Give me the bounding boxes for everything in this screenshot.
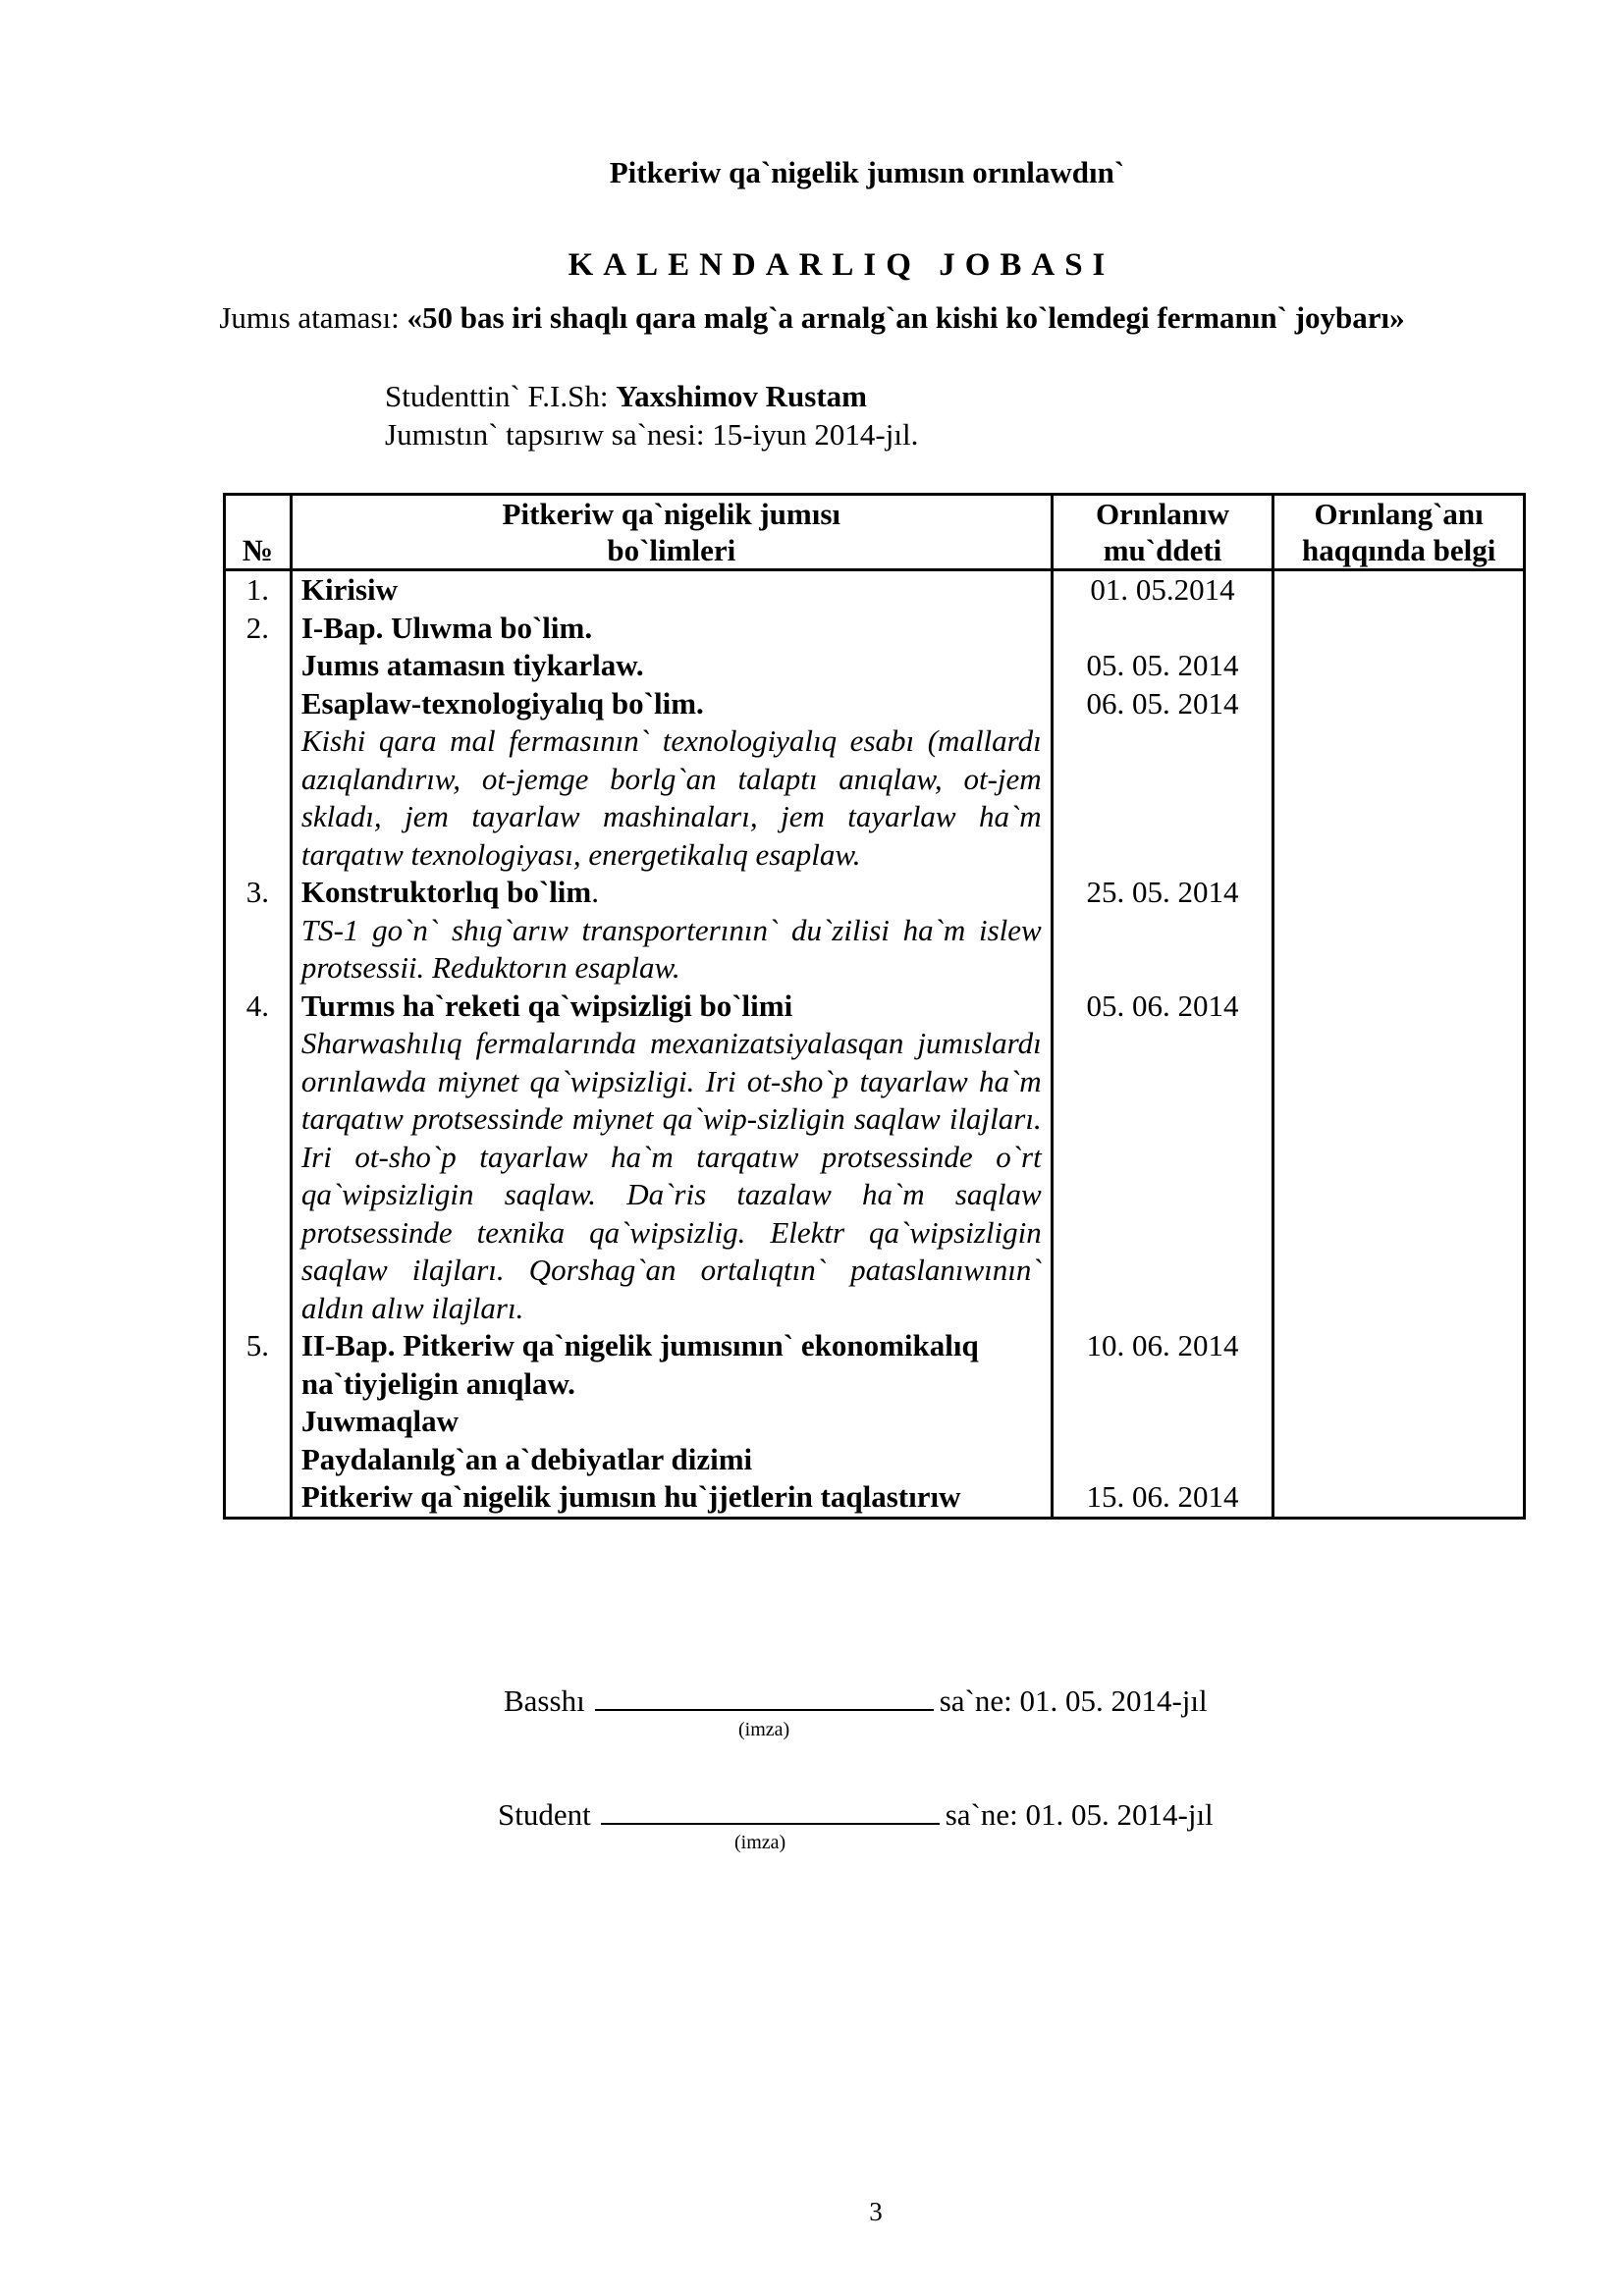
table-row xyxy=(225,570,1525,610)
row-deadline xyxy=(1052,1025,1273,1327)
row-deadline: 06. 05. 2014 xyxy=(1052,685,1273,723)
student-signature-label: Student xyxy=(498,1797,591,1832)
row-section-text: Jumıs atamasın tiykarlaw. xyxy=(300,648,644,682)
row-section xyxy=(291,912,1052,988)
row-deadline: 25. 05. 2014 xyxy=(1052,874,1273,912)
head-signature-blank[interactable] xyxy=(595,1683,934,1711)
student-signature-line xyxy=(498,1797,1214,1833)
row-section-text: Konstruktorlıq bo`lim xyxy=(300,875,592,909)
row-deadline xyxy=(1052,1403,1273,1441)
row-section-text: I-Bap. Ulıwma bo`lim. xyxy=(300,610,593,645)
table-row xyxy=(225,988,1525,1026)
document-title: KALENDARLIQ JOBASI xyxy=(568,247,1115,283)
row-section xyxy=(291,1327,1052,1403)
row-section xyxy=(291,1025,1052,1327)
row-section xyxy=(291,610,1052,648)
row-completion-mark xyxy=(1273,874,1525,912)
row-completion-mark xyxy=(1273,722,1525,874)
row-number xyxy=(225,1441,292,1479)
work-topic xyxy=(0,300,1624,336)
table-header-row xyxy=(225,495,1525,570)
row-completion-mark xyxy=(1273,647,1525,685)
student-signature-date: sa`ne: 01. 05. 2014-jıl xyxy=(945,1797,1214,1832)
student-signature-caption: (imza) xyxy=(734,1832,786,1853)
table-row xyxy=(225,647,1525,685)
row-section xyxy=(291,874,1052,912)
student-name-value: Yaxshimov Rustam xyxy=(616,379,867,413)
row-number xyxy=(225,912,292,988)
table-row xyxy=(225,912,1525,988)
row-number xyxy=(225,1403,292,1441)
submission-date-label: Jumıstın` tapsırıw sa`nesi: xyxy=(385,417,713,452)
calendar-plan-table xyxy=(223,493,1526,1520)
row-deadline xyxy=(1052,610,1273,648)
row-number: 5. xyxy=(225,1327,292,1403)
row-number xyxy=(225,647,292,685)
row-section-text: TS-1 go`n` shıg`arıw transporterının` du`zilisi ha`m islew protsessii. Reduktorın esaplaw. xyxy=(300,912,1042,985)
row-completion-mark xyxy=(1273,1025,1525,1327)
row-section xyxy=(291,1441,1052,1479)
table-row xyxy=(225,1025,1525,1327)
row-section-text: Kirisiw xyxy=(300,572,399,607)
row-section xyxy=(291,685,1052,723)
header-section: Pitkeriw qa`nigelik jumısı bo`limleri xyxy=(291,495,1052,570)
row-section-text: Pitkeriw qa`nigelik jumısın hu`jjetlerin taqlastırıw xyxy=(300,1479,961,1514)
table-row xyxy=(225,1327,1525,1403)
row-completion-mark xyxy=(1273,685,1525,723)
row-section xyxy=(291,1478,1052,1518)
student-name-label: Studenttin` F.I.Sh: xyxy=(385,379,617,413)
work-topic-label: Jumıs ataması: xyxy=(219,300,407,335)
row-completion-mark xyxy=(1273,1441,1525,1479)
row-deadline xyxy=(1052,912,1273,988)
page-number: 3 xyxy=(869,2197,883,2226)
row-deadline: 15. 06. 2014 xyxy=(1052,1478,1273,1518)
row-number xyxy=(225,722,292,874)
row-completion-mark xyxy=(1273,1478,1525,1518)
row-section-text: Esaplaw-texnologiyalıq bo`lim. xyxy=(300,685,704,721)
submission-date-line xyxy=(385,417,918,453)
head-signature-caption: (imza) xyxy=(738,1719,790,1740)
row-deadline xyxy=(1052,722,1273,874)
row-completion-mark xyxy=(1273,1327,1525,1403)
row-section-text: Paydalanılg`an a`debiyatlar dizimi xyxy=(300,1441,753,1476)
row-completion-mark xyxy=(1273,570,1525,610)
row-number: 2. xyxy=(225,610,292,648)
row-section-text: Sharwashılıq fermalarında mexanizatsiyalasqan jumıslardı orınlawda miynet qa`wipsizligi. Iri ot-sho`p tayarlaw ha`m tarqatıw protsessinde miynet qa`wip-sizligin saqlaw ilajları. Iri ot-sho`p tayarlaw ha`m tarqatıw protsessinde o`rt qa`wipsizligin saqlaw. Da`ris tazalaw ha`m saqlaw protsessinde texnika qa`wipsizlig. Elektr qa`wipsizligin saqlaw ilajları. Qorshag`an ortalıqtın` pataslanıwının` aldın alıw ilajları. xyxy=(300,1026,1042,1325)
head-signature-label: Basshı xyxy=(504,1683,585,1718)
row-number xyxy=(225,1025,292,1327)
row-section-text: Kishi qara mal fermasının` texnologiyalıq esabı (mallardı azıqlandırıw, ot-jemge borlg`an talaptı anıqlaw, ot-jem skladı, jem tayarlaw mashinaları, jem tayarlaw ha`m tarqatıw texnologiyası, energetikalıq esaplaw. xyxy=(300,723,1042,872)
header-completion-mark: Orınlang`anı haqqında belgi xyxy=(1273,495,1525,570)
student-signature-blank[interactable] xyxy=(601,1797,940,1825)
table-row xyxy=(225,685,1525,723)
submission-date-value: 15-iyun 2014-jıl. xyxy=(712,417,919,452)
row-section-text: Juwmaqlaw xyxy=(300,1404,460,1438)
row-section xyxy=(291,988,1052,1026)
row-completion-mark xyxy=(1273,988,1525,1026)
head-signature-date: sa`ne: 01. 05. 2014-jıl xyxy=(939,1683,1208,1718)
row-section-text: Turmıs ha`reketi qa`wipsizligi bo`limi xyxy=(300,988,793,1023)
table-row xyxy=(225,610,1525,648)
header-num: № xyxy=(225,495,292,570)
header-deadline: Orınlanıw mu`ddeti xyxy=(1052,495,1273,570)
row-completion-mark xyxy=(1273,610,1525,648)
row-completion-mark xyxy=(1273,912,1525,988)
row-deadline: 01. 05.2014 xyxy=(1052,570,1273,610)
row-deadline: 05. 05. 2014 xyxy=(1052,647,1273,685)
row-section-text: II-Bap. Pitkeriw qa`nigelik jumısının` ekonomikalıq na`tiyjeligin anıqlaw. xyxy=(300,1328,979,1401)
row-section xyxy=(291,1403,1052,1441)
row-number: 1. xyxy=(225,570,292,610)
student-name-line xyxy=(385,379,867,414)
row-number: 4. xyxy=(225,988,292,1026)
row-number: 3. xyxy=(225,874,292,912)
work-topic-value: «50 bas iri shaqlı qara malg`a arnalg`an kishi ko`lemdegi fermanın` joybarı» xyxy=(406,300,1405,335)
row-section-suffix: . xyxy=(591,875,599,909)
table-row xyxy=(225,722,1525,874)
table-row xyxy=(225,874,1525,912)
row-deadline: 05. 06. 2014 xyxy=(1052,988,1273,1026)
row-number xyxy=(225,1478,292,1518)
row-section xyxy=(291,647,1052,685)
document-subtitle: Pitkeriw qa`nigelik jumısın orınlawdın` xyxy=(609,155,1125,189)
row-deadline xyxy=(1052,1441,1273,1479)
row-section xyxy=(291,570,1052,610)
row-section xyxy=(291,722,1052,874)
table-row xyxy=(225,1478,1525,1518)
head-signature-line xyxy=(504,1683,1208,1719)
table-row xyxy=(225,1441,1525,1479)
row-deadline: 10. 06. 2014 xyxy=(1052,1327,1273,1403)
row-number xyxy=(225,685,292,723)
table-body xyxy=(225,570,1525,1519)
table-row xyxy=(225,1403,1525,1441)
row-completion-mark xyxy=(1273,1403,1525,1441)
